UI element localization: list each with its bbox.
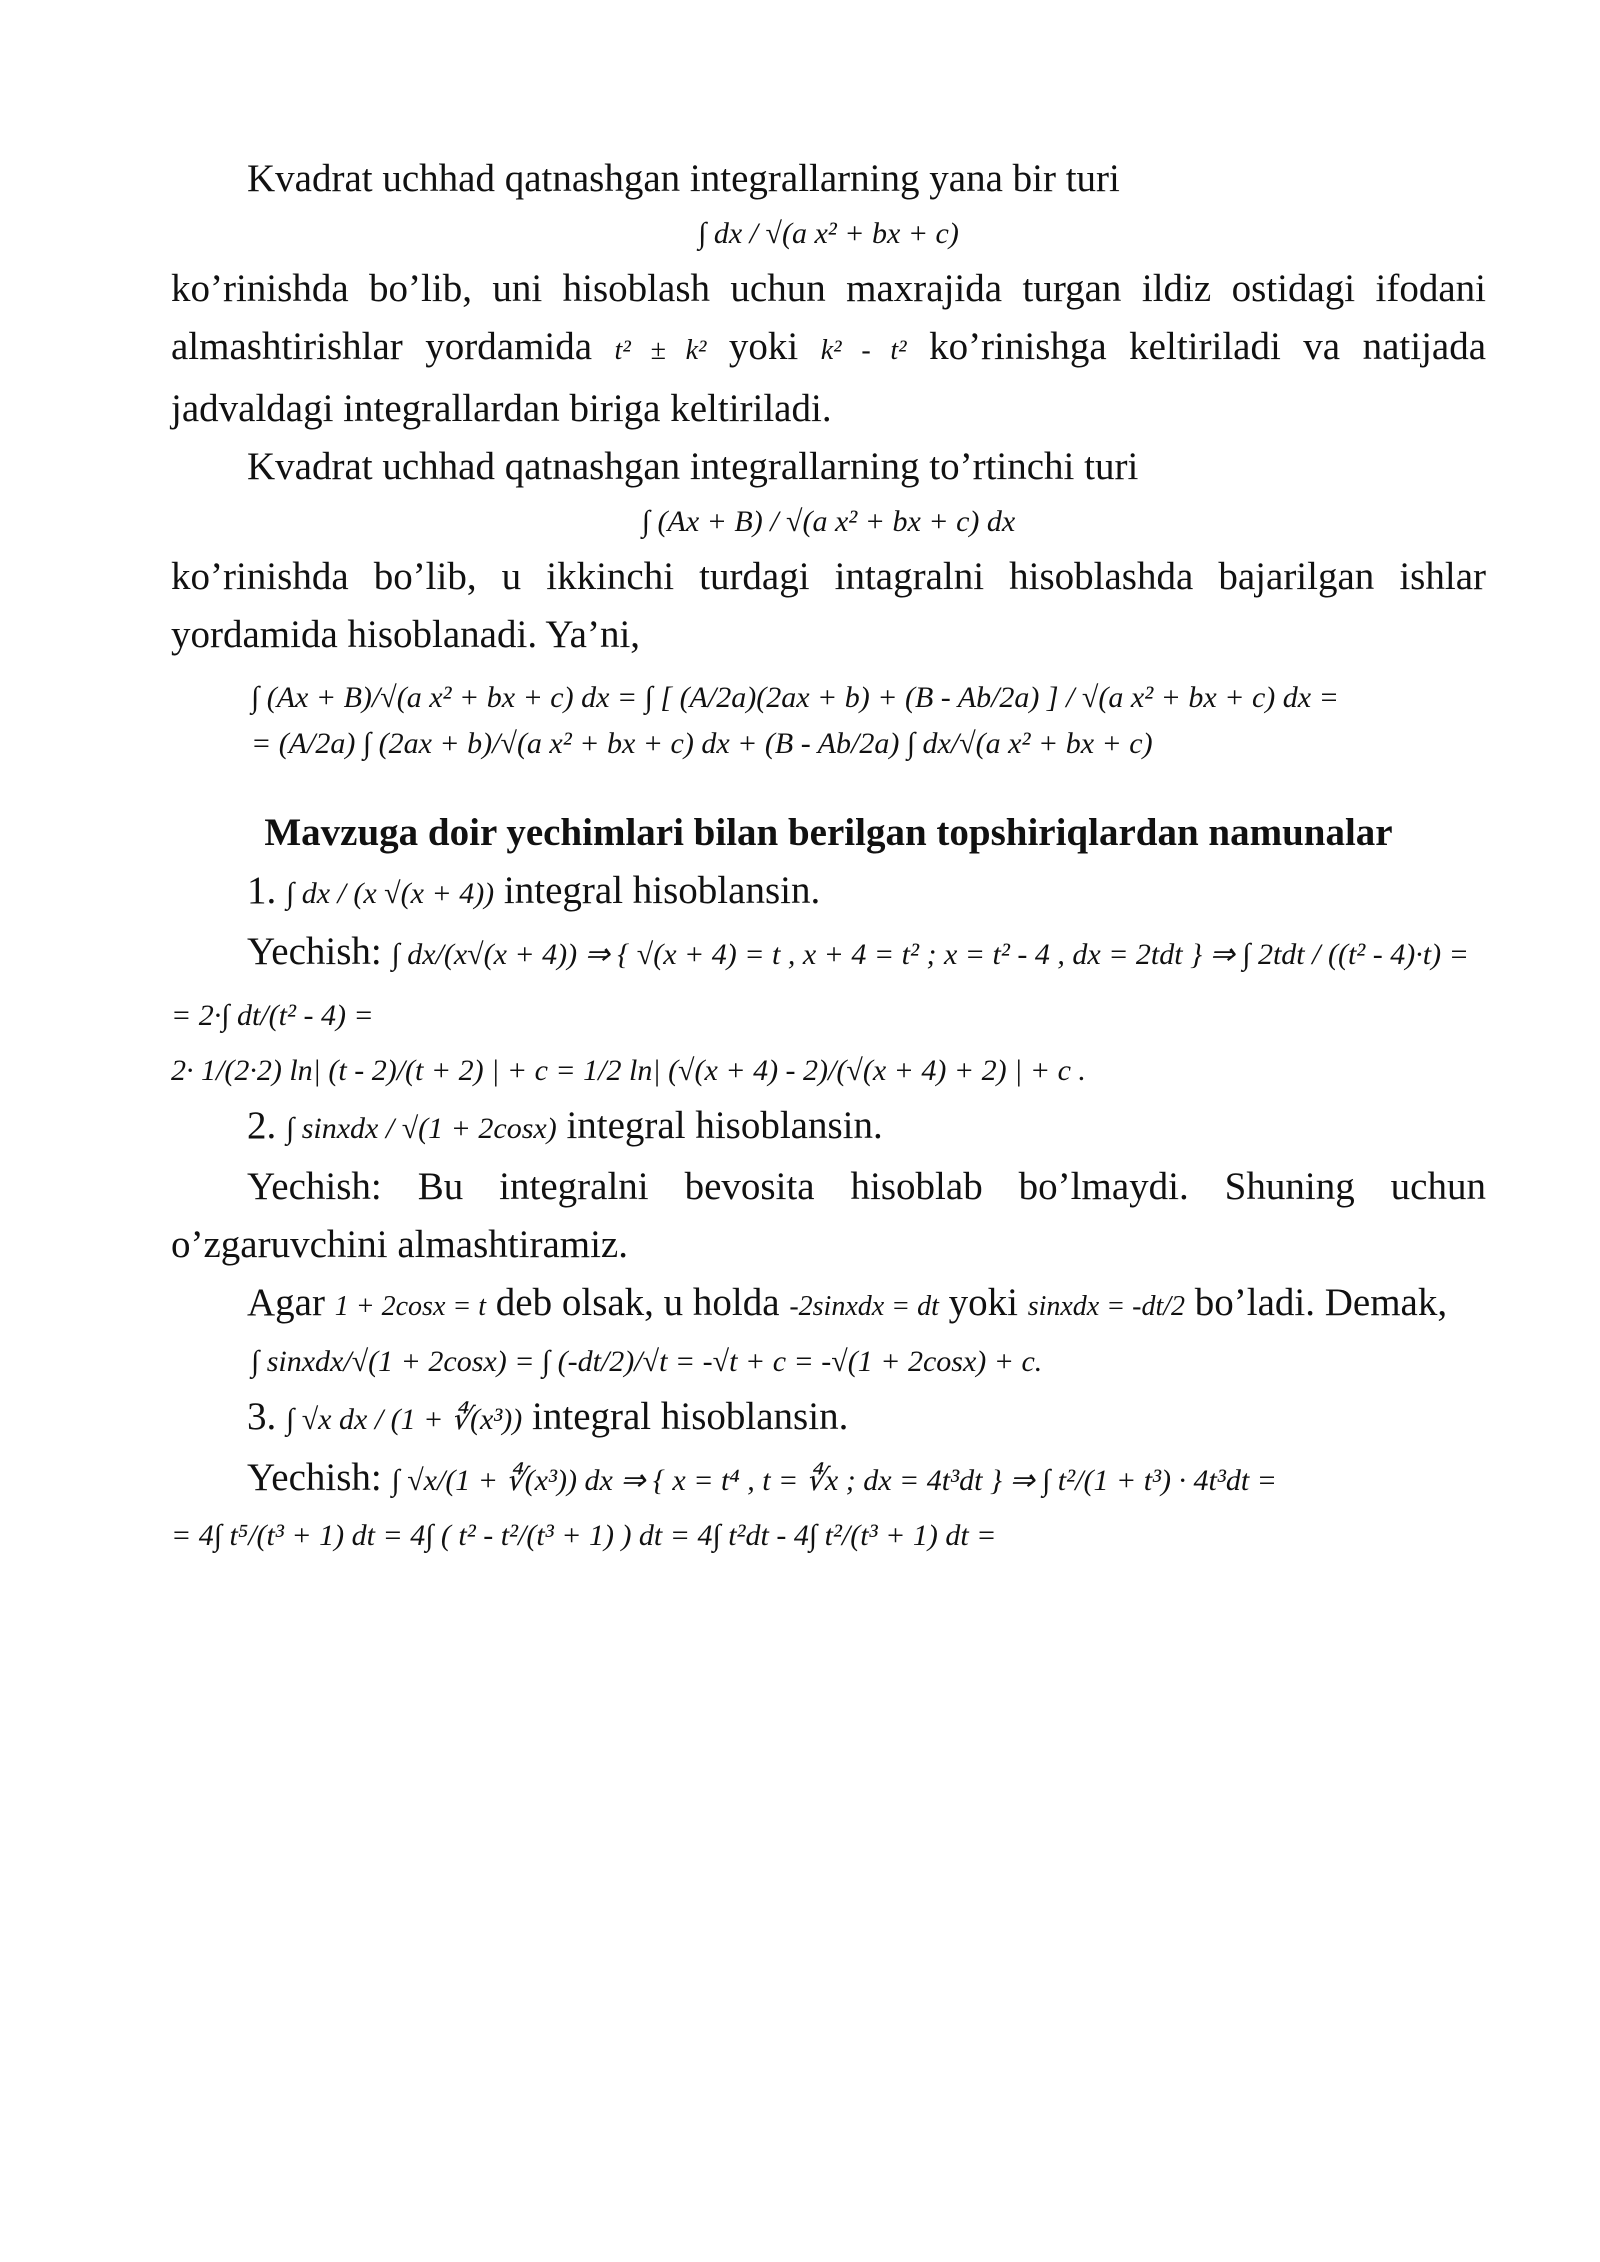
example-3-solution (171, 1449, 1486, 1510)
formula-integral-type4: ∫ (Ax + B) / √(a x² + bx + c) dx (641, 505, 1016, 538)
formula-derivation-line2: = (A/2a) ∫ (2ax + b)/√(a x² + bx + c) dx + (B - Ab/2a) ∫ dx/√(a x² + bx + c) (251, 727, 1153, 760)
example-2-integral: ∫ sinxdx / √(1 + 2cosx) (286, 1112, 557, 1145)
section-heading: Mavzuga doir yechimlari bilan berilgan topshiriqlardan namunalar (264, 811, 1393, 854)
text-segment: yoki (948, 1281, 1018, 1324)
paragraph-type4-explanation: ko’rinishda bo’lib, u ikkinchi turdagi intagralni hisoblashda bajarilgan ishlar yordamida hisoblanadi. Ya’ni, (171, 555, 1486, 656)
inline-formula-t2-pm-k2: t² ± k² (614, 335, 707, 366)
inline-formula-k2-minus-t2: k² - t² (820, 335, 907, 366)
formula-derivation-line1: ∫ (Ax + B)/√(a x² + bx + c) dx = ∫ [ (A/2a)(2ax + b) + (B - Ab/2a) ] / √(a x² + bx + c) dx = (251, 681, 1339, 714)
example-1-integral: ∫ dx / (x √(x + 4)) (286, 877, 495, 910)
example-2-solution-intro: Yechish: Bu integralni bevosita hisoblab bo’lmaydi. Shuning uchun o’zgaruvchini almashtiramiz. (171, 1165, 1486, 1266)
text-segment: ko’rinishda bo’lib, uni hisoblash uchun maxrajida turgan ildiz ostidagi ifodani almashtirishlar yordamida (171, 267, 1486, 368)
example-2-result: ∫ sinxdx/√(1 + 2cosx) = ∫ (-dt/2)/√t = -√t + c = -√(1 + 2cosx) + c. (251, 1345, 1043, 1378)
example-2-substitution (171, 1274, 1486, 1336)
inline-formula-substitution: 1 + 2cosx = t (334, 1291, 487, 1322)
text-segment: ko’rinishga keltiriladi va natijada jadvaldagi integrallardan biriga keltiriladi. (171, 325, 1487, 430)
example-3-solution-formula: ∫ √x/(1 + ∜(x³)) dx ⇒ { x = t⁴ , t = ∜x ; dx = 4t³dt } ⇒ ∫ t²/(1 + t³) · 4t³dt = (391, 1464, 1277, 1497)
paragraph-intro-type3: Kvadrat uchhad qatnashgan integrallarning yana bir turi (247, 157, 1120, 200)
example-2-statement (171, 1097, 1486, 1158)
text-segment: Agar (247, 1281, 325, 1324)
example-3-integral: ∫ √x dx / (1 + ∜(x³)) (286, 1403, 523, 1436)
example-1-solution-formula: ∫ dx/(x√(x + 4)) ⇒ { √(x + 4) = t , x + 4 = t² ; x = t² - 4 , dx = 2tdt } ⇒ ∫ 2tdt / ((t² - 4)·t) = = 2·∫ dt/(t² - 4) = (171, 938, 1469, 1032)
paragraph-type3-explanation (171, 260, 1486, 438)
paragraph-intro-type4: Kvadrat uchhad qatnashgan integrallarning to’rtinchi turi (247, 445, 1139, 488)
example-text: integral hisoblansin. (566, 1104, 883, 1147)
example-number: 2. (247, 1104, 277, 1147)
example-1-result: 2· 1/(2·2) ln| (t - 2)/(t + 2) | + c = 1/2 ln| (√(x + 4) - 2)/(√(x + 4) + 2) | + c . (171, 1054, 1086, 1087)
example-3-continuation: = 4∫ t⁵/(t³ + 1) dt = 4∫ ( t² - t²/(t³ + 1) ) dt = 4∫ t²dt - 4∫ t²/(t³ + 1) dt = (171, 1519, 997, 1552)
example-text: integral hisoblansin. (532, 1395, 849, 1438)
formula-integral-type3: ∫ dx / √(a x² + bx + c) (698, 217, 959, 250)
example-3-statement (171, 1388, 1486, 1449)
text-segment: yoki (728, 325, 799, 368)
example-number: 3. (247, 1395, 277, 1438)
example-number: 1. (247, 869, 277, 912)
example-1-solution (171, 923, 1486, 1045)
inline-formula-sinxdx: sinxdx = -dt/2 (1027, 1291, 1186, 1322)
example-text: integral hisoblansin. (503, 869, 821, 912)
text-segment: deb olsak, u holda (495, 1281, 780, 1324)
solution-label: Yechish: (247, 930, 382, 973)
example-1-statement (171, 862, 1486, 923)
solution-label: Yechish: (247, 1456, 382, 1499)
inline-formula-differential: -2sinxdx = dt (789, 1291, 939, 1322)
text-segment: bo’ladi. Demak, (1194, 1281, 1448, 1324)
